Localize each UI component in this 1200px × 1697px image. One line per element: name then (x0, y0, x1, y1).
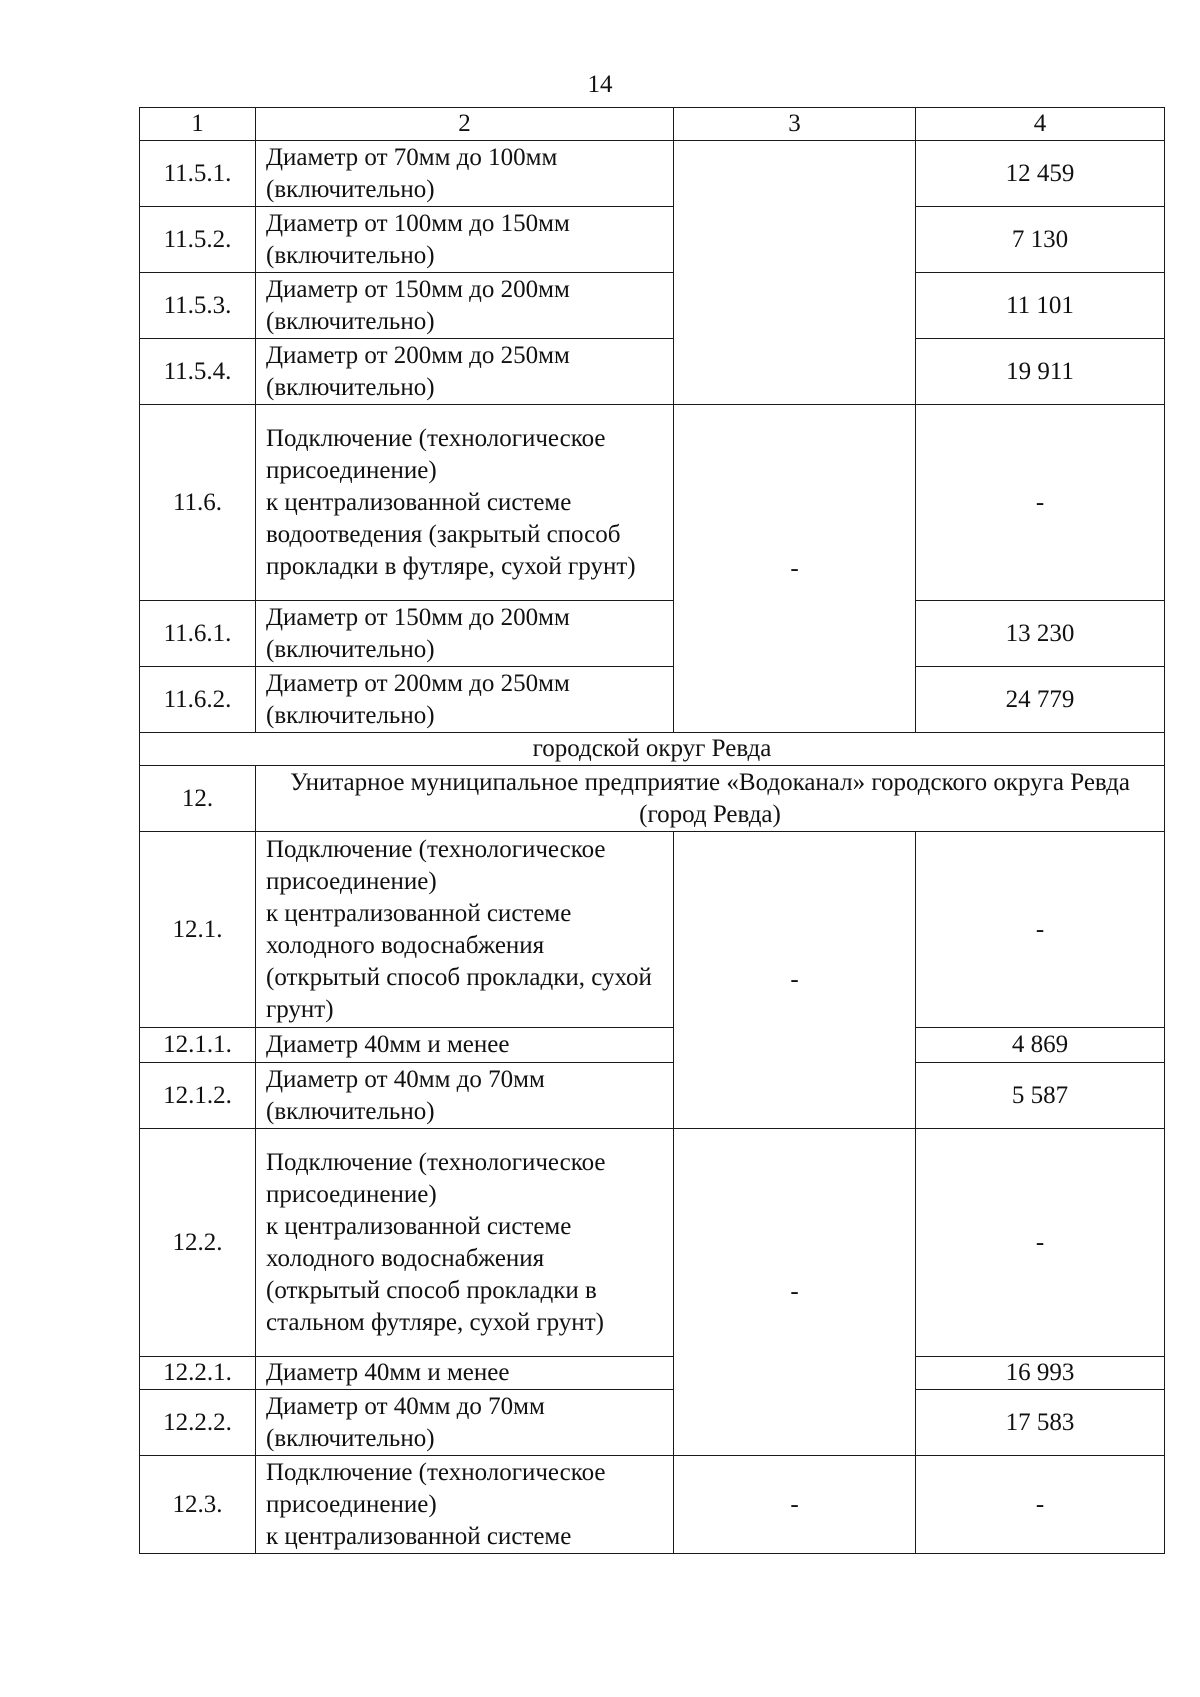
table-row (140, 832, 1165, 1028)
row-description: Диаметр от 40мм до 70мм (включительно) (256, 1063, 674, 1129)
row-number: 12. (140, 766, 256, 832)
row-description: Диаметр от 200мм до 250мм (включительно) (256, 667, 674, 733)
row-description: Диаметр 40мм и менее (256, 1028, 674, 1063)
row-value: 17 583 (916, 1390, 1165, 1456)
table-row (140, 1390, 1165, 1456)
row-description: Диаметр от 150мм до 200мм (включительно) (256, 273, 674, 339)
row-number: 12.1.2. (140, 1063, 256, 1129)
row-number: 11.6.2. (140, 667, 256, 733)
table-header-row (140, 108, 1165, 141)
table-row (140, 141, 1165, 207)
row-value: 4 869 (916, 1028, 1165, 1063)
table-row (140, 273, 1165, 339)
row-description: Диаметр 40мм и менее (256, 1357, 674, 1390)
table-row (140, 601, 1165, 667)
organization-name: Унитарное муниципальное предприятие «Водоканал» городского округа Ревда (город Ревда) (256, 766, 1165, 832)
row-col3: - (674, 832, 916, 1129)
row-value: 13 230 (916, 601, 1165, 667)
row-number: 12.1.1. (140, 1028, 256, 1063)
row-number: 12.2. (140, 1129, 256, 1357)
row-value: 12 459 (916, 141, 1165, 207)
row-value: 16 993 (916, 1357, 1165, 1390)
row-number: 11.5.2. (140, 207, 256, 273)
row-description: Диаметр от 200мм до 250мм (включительно) (256, 339, 674, 405)
row-value: - (916, 1456, 1165, 1554)
header-cell-2: 2 (256, 108, 674, 141)
row-description: Диаметр от 100мм до 150мм (включительно) (256, 207, 674, 273)
header-cell-3: 3 (674, 108, 916, 141)
row-value: 11 101 (916, 273, 1165, 339)
table-row (140, 1357, 1165, 1390)
org-row (140, 766, 1165, 832)
col3-empty-cell (674, 141, 916, 405)
row-number: 11.6. (140, 405, 256, 601)
row-col3: - (674, 405, 916, 733)
table-row (140, 1129, 1165, 1357)
row-value: 7 130 (916, 207, 1165, 273)
page-number: 14 (587, 71, 613, 98)
row-description: Подключение (технологическое присоединение) к централизованной системе холодного водоснабжения (открытый способ прокладки в стальном футляре, сухой грунт) (256, 1129, 674, 1357)
table-row (140, 1028, 1165, 1063)
row-description: Диаметр от 150мм до 200мм (включительно) (256, 601, 674, 667)
row-number: 12.3. (140, 1456, 256, 1554)
section-heading: городской округ Ревда (140, 733, 1165, 766)
table-row (140, 1063, 1165, 1129)
section-row (140, 733, 1165, 766)
row-number: 11.5.4. (140, 339, 256, 405)
row-number: 11.6.1. (140, 601, 256, 667)
row-value: - (916, 832, 1165, 1028)
row-number: 11.5.3. (140, 273, 256, 339)
row-col3: - (674, 1456, 916, 1554)
row-description: Диаметр от 40мм до 70мм (включительно) (256, 1390, 674, 1456)
row-col3: - (674, 1129, 916, 1456)
row-description: Подключение (технологическое присоединение) к централизованной системе водоотведения (закрытый способ прокладки в футляре, сухой грунт) (256, 405, 674, 601)
row-value: 5 587 (916, 1063, 1165, 1129)
row-description: Подключение (технологическое присоединение) к централизованной системе холодного водоснабжения (открытый способ прокладки, сухой грунт) (256, 832, 674, 1028)
row-value: 24 779 (916, 667, 1165, 733)
row-value: 19 911 (916, 339, 1165, 405)
table-row (140, 1456, 1165, 1554)
tariff-table (139, 107, 1165, 1554)
row-value: - (916, 405, 1165, 601)
table-row (140, 207, 1165, 273)
row-number: 12.2.1. (140, 1357, 256, 1390)
table-row (140, 339, 1165, 405)
row-number: 11.5.1. (140, 141, 256, 207)
table-row (140, 667, 1165, 733)
row-description: Подключение (технологическое присоединение) к централизованной системе (256, 1456, 674, 1554)
table-row (140, 405, 1165, 601)
row-number: 12.2.2. (140, 1390, 256, 1456)
header-cell-4: 4 (916, 108, 1165, 141)
row-description: Диаметр от 70мм до 100мм (включительно) (256, 141, 674, 207)
header-cell-1: 1 (140, 108, 256, 141)
row-value: - (916, 1129, 1165, 1357)
row-number: 12.1. (140, 832, 256, 1028)
